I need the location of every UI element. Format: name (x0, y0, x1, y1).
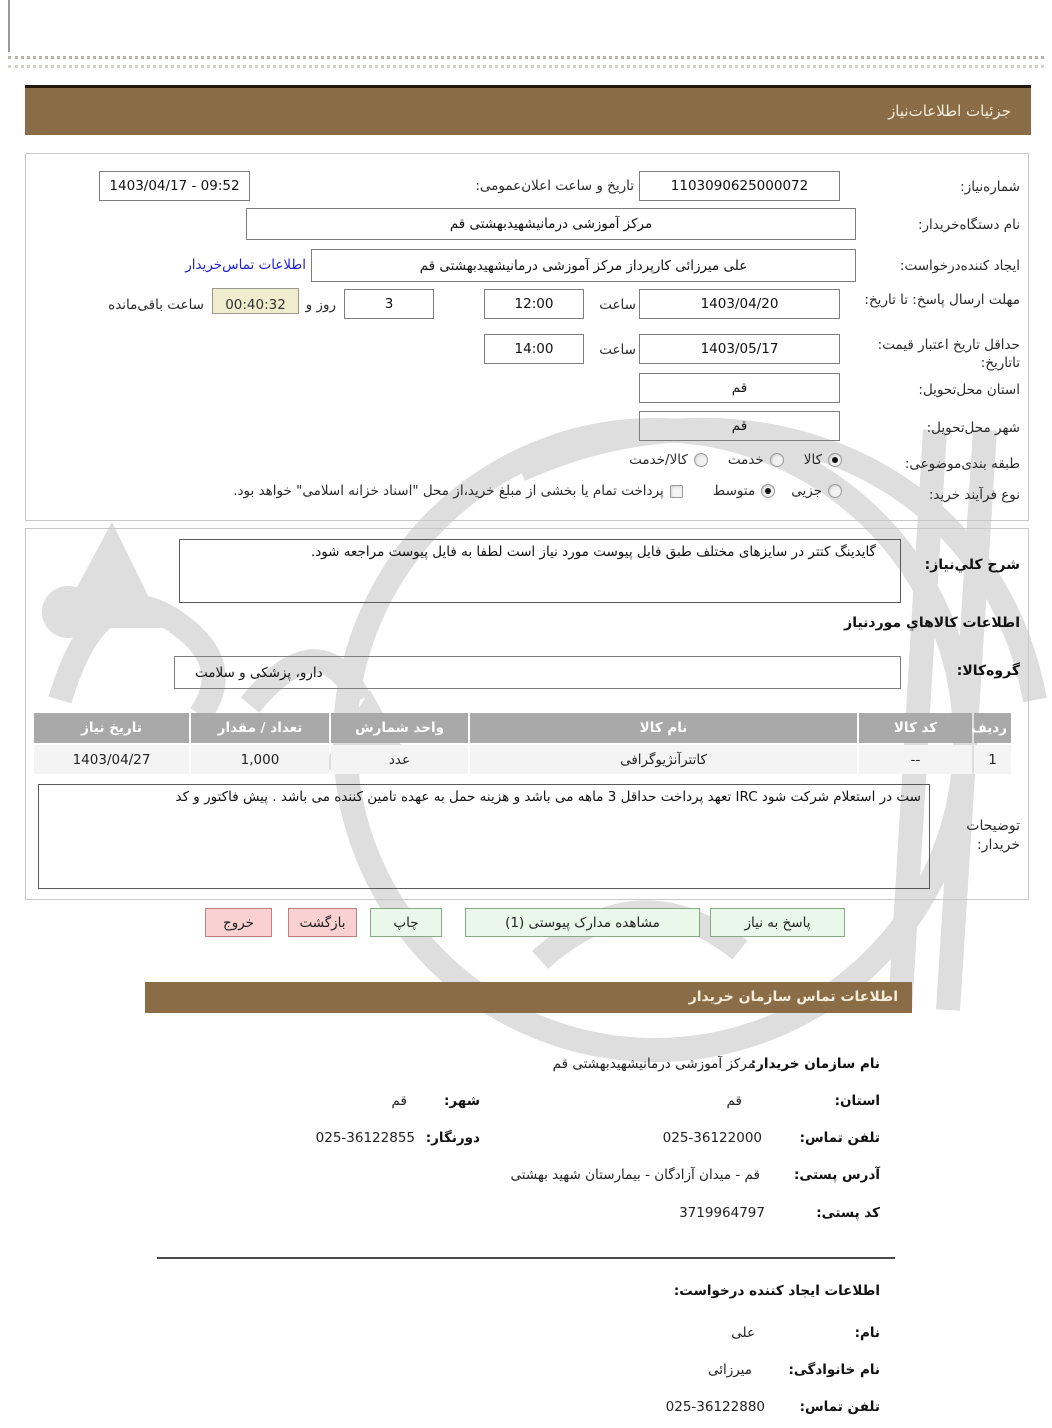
col-need-date: تاریخ نیاز (34, 713, 189, 743)
need-number-label: شماره‌نیاز: (960, 179, 1020, 195)
org-phone-label: تلفن تماس: (799, 1130, 880, 1146)
days-and-label: روز و (305, 297, 336, 313)
reply-deadline-date: 1403/04/20 (700, 296, 779, 312)
goods-info-heading: اطلاعات کالاهاي موردنیاز (844, 615, 1020, 631)
announce-datetime-label: تاریخ و ساعت اعلان‌عمومی: (475, 178, 634, 194)
request-creator-field[interactable] (311, 249, 856, 282)
org-phone-value: 025-36122000 (662, 1130, 762, 1146)
top-left-border-tick (8, 0, 10, 52)
province-value: قم (726, 1093, 742, 1109)
buyer-notes-label: توضیحات خریدار: (966, 818, 1020, 853)
price-validity-date: 1403/05/17 (700, 341, 779, 357)
postal-code-value: 3719964797 (679, 1205, 765, 1221)
cell-item-name: کاتترآنژیوگرافی (470, 745, 857, 774)
need-items-panel (25, 528, 1029, 900)
reply-deadline-time: 12:00 (514, 296, 554, 312)
radio-unchecked-icon[interactable] (694, 453, 708, 467)
col-item-code: کد کالا (859, 713, 972, 743)
fax-label: دورنگار: (425, 1130, 480, 1146)
buyer-org-label: نام دستگاه‌خریدار: (917, 217, 1020, 233)
delivery-city-label: شهر محل‌تحویل: (926, 420, 1020, 436)
radio-unchecked-icon[interactable] (828, 484, 842, 498)
items-table-row (34, 745, 1011, 774)
buyer-contact-info-link[interactable]: اطلاعات تماس‌خریدار (185, 257, 306, 273)
goods-group-value: دارو، پزشکی و سلامت (195, 664, 323, 681)
need-description-text: گایدینگ کتتر در سایزهای مختلف طبق فایل پیوست مورد نیاز است لطفا به فایل پیوست مراجعه شود. (310, 544, 876, 560)
remaining-days-field[interactable] (344, 289, 434, 319)
city-label: شهر: (444, 1093, 480, 1109)
checkbox-unchecked-icon[interactable] (670, 485, 683, 498)
classification-options (629, 452, 842, 468)
view-attachments-button[interactable]: مشاهده مدارک پیوستی (1) (465, 908, 700, 937)
price-validity-label: حداقل تاریخ اعتبار قیمت: تاتاریخ: (877, 337, 1020, 372)
need-number-value: 1103090625000072 (670, 178, 809, 194)
col-unit: واحد شمارش (331, 713, 468, 743)
price-validity-time: 14:00 (514, 341, 554, 357)
city-value: قم (391, 1093, 407, 1109)
reply-to-need-button[interactable]: پاسخ به نیاز (710, 908, 845, 937)
first-name-label: نام: (854, 1325, 880, 1341)
delivery-city-field[interactable] (639, 411, 840, 441)
option-label: کالا/خدمت (629, 452, 688, 468)
reply-deadline-hour-label: ساعت (599, 297, 636, 313)
back-button[interactable]: بازگشت (288, 908, 357, 937)
cell-quantity: 1,000 (191, 745, 329, 774)
org-name-value: مرکز آموزشی درمانیشهیدبهشتی قم (552, 1056, 755, 1072)
buyer-notes-textarea[interactable] (38, 784, 930, 889)
fax-value: 025-36122855 (315, 1130, 415, 1146)
postal-code-label: کد پستی: (816, 1205, 880, 1221)
option-label: متوسط (712, 483, 756, 499)
classification-option-goods[interactable] (804, 452, 842, 468)
postal-address-value: قم - میدان آزادگان - بیمارستان شهید بهشتی (510, 1167, 760, 1183)
need-details-panel (25, 153, 1029, 521)
goods-group-field[interactable] (174, 656, 901, 689)
option-label: جزیی (791, 483, 822, 499)
items-table-header-row (34, 713, 1011, 743)
delivery-city-value: قم (731, 418, 748, 434)
org-name-label: نام سازمان خریدار: (750, 1056, 880, 1072)
option-label: کالا (803, 452, 822, 468)
classification-option-goods-service[interactable] (629, 452, 708, 468)
delivery-province-value: قم (731, 380, 748, 396)
section-divider (157, 1257, 895, 1259)
creator-phone-value: 025-36122880 (665, 1399, 765, 1415)
delivery-province-field[interactable] (639, 373, 840, 403)
announce-datetime-value: 1403/04/17 - 09:52 (109, 178, 240, 194)
creator-info-heading: اطلاعات ایجاد کننده درخواست: (673, 1283, 880, 1299)
reply-deadline-date-field[interactable] (639, 289, 840, 319)
creator-phone-label: تلفن تماس: (799, 1399, 880, 1415)
province-label: استان: (834, 1093, 880, 1109)
reply-deadline-label: مهلت ارسال پاسخ: تا تاریخ: (864, 292, 1020, 308)
cell-unit: عدد (331, 745, 468, 774)
countdown-value: 00:40:32 (225, 297, 286, 313)
hours-remaining-label: ساعت باقی‌مانده (108, 297, 204, 313)
announce-datetime-field[interactable] (99, 171, 250, 201)
cell-row: 1 (974, 745, 1011, 774)
classification-label: طبقه بندی‌موضوعی: (904, 456, 1020, 472)
postal-address-label: آدرس پستی: (793, 1167, 880, 1183)
price-validity-date-field[interactable] (639, 334, 840, 364)
process-option-minor[interactable] (791, 483, 842, 499)
buyer-notes-text: ست در استعلام شرکت شود IRC تعهد پرداخت حداقل 3 ماهه می باشد و هزینه حمل به عهده تامین کننده می باشد . پیش فاکتور و کد (175, 789, 921, 805)
details-header-title: جزئیات اطلاعات‌نیاز (888, 102, 1011, 120)
col-row: ردیف (974, 713, 1011, 743)
radio-checked-icon[interactable] (761, 484, 775, 498)
org-contact-header-bar (145, 982, 912, 1013)
treasury-payment-label: پرداخت تمام یا بخشی از مبلغ خرید،از محل "اسناد خزانه اسلامی" خواهد بود. (233, 483, 664, 499)
print-button[interactable]: چاپ (370, 908, 442, 937)
request-creator-value: علی میرزائی کارپرداز مرکز آموزشی درمانیشهیدبهشتی قم (419, 257, 748, 274)
classification-option-service[interactable] (728, 452, 784, 468)
radio-unchecked-icon[interactable] (770, 453, 784, 467)
col-item-name: نام کالا (470, 713, 857, 743)
dotted-separator-1 (8, 56, 1044, 59)
purchase-process-label: نوع فرآیند خرید: (928, 487, 1020, 503)
option-label: خدمت (727, 452, 764, 468)
goods-group-label: گروه‌کالا: (956, 663, 1020, 679)
need-description-textarea[interactable] (179, 539, 901, 603)
last-name-label: نام خانوادگی: (788, 1362, 880, 1378)
treasury-payment-checkbox-group[interactable] (233, 483, 683, 499)
exit-button[interactable]: خروج (205, 908, 272, 937)
price-validity-hour-label: ساعت (599, 342, 636, 358)
delivery-province-label: استان محل‌تحویل: (918, 382, 1020, 398)
first-name-value: علی (731, 1325, 755, 1341)
need-number-field[interactable] (639, 171, 840, 201)
buyer-org-value: مرکز آموزشی درمانیشهیدبهشتی قم (449, 216, 653, 232)
radio-checked-icon[interactable] (828, 453, 842, 467)
dotted-separator-2 (8, 65, 1044, 68)
items-table (32, 711, 1013, 776)
request-creator-label: ایجاد کننده‌درخواست: (899, 258, 1020, 274)
details-header-bar (25, 85, 1031, 135)
process-option-medium[interactable] (713, 483, 775, 499)
remaining-days-value: 3 (384, 296, 394, 312)
countdown-timer (212, 288, 299, 314)
org-contact-header-title: اطلاعات تماس سازمان خریدار (688, 989, 898, 1005)
need-description-label: شرح کلي‌نیاز: (924, 557, 1020, 573)
buyer-org-field[interactable] (246, 208, 856, 240)
last-name-value: میرزائی (707, 1362, 752, 1378)
purchase-process-options (233, 483, 842, 499)
price-validity-time-field[interactable] (484, 334, 584, 364)
reply-deadline-time-field[interactable] (484, 289, 584, 319)
col-quantity: تعداد / مقدار (191, 713, 329, 743)
cell-item-code: -- (859, 745, 972, 774)
cell-need-date: 1403/04/27 (34, 745, 189, 774)
